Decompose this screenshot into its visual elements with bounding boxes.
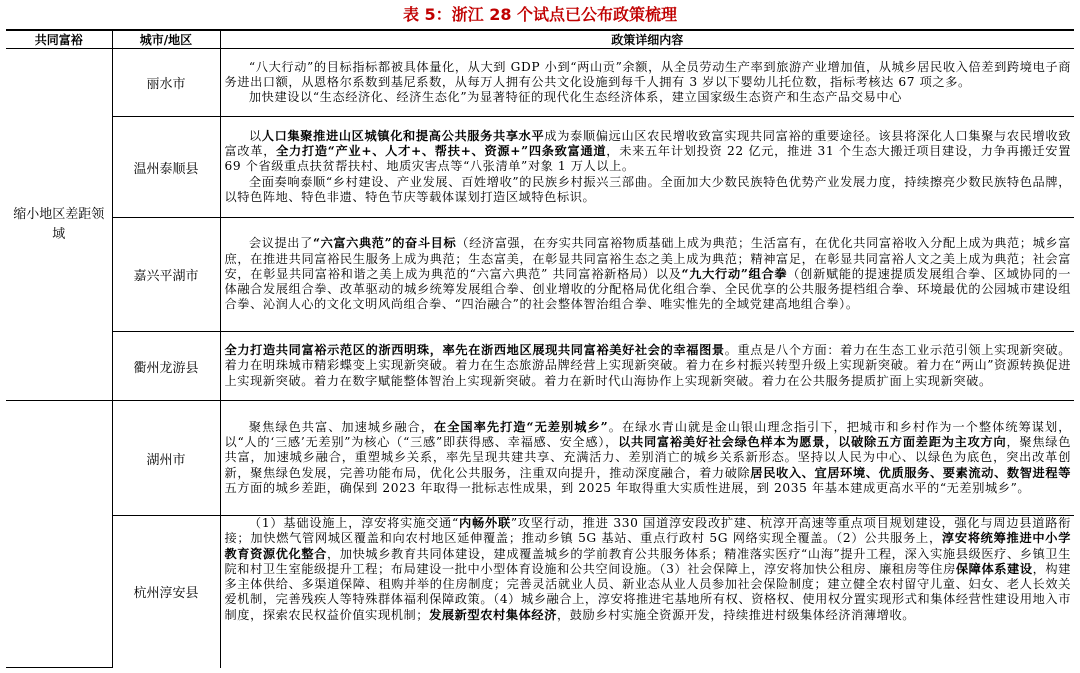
detail-paragraph [225,129,1072,175]
text-run: （1）基础设施上，淳安将实施交通“ [248,516,459,530]
city-cell: 湖州市 [112,401,220,516]
detail-paragraph: 全面奏响泰顺“乡村建设、产业发展、百姓增收”的民族乡村振兴三部曲。全面加大少数民族特色优势产业发展力度，持续擦亮少数民族特色品牌，以特色阵地、特色非遗、特色节庆等载体谋划打造区域特色标识。 [224,174,1071,204]
table-row-pinghu [6,218,1074,332]
text-run: 聚焦绿色共富、加速城乡融合， [248,419,434,434]
bold-text: 人口集聚推进山区城镇化和提高公共服务共享水平 [261,128,545,143]
detail-cell-longyou [220,332,1074,401]
text-run: ，构建多主体供给、多渠道保障、租购并举的住房制度；完善灵活就业人员、新业态从业人员参加社会保险制度；建立健全农村留守儿童、妇女、老人长效关爱机制，完善残疾人等特殊群体福利保障政策。（4）城乡融合上，淳安将推进宅基地所有权、资格权、使用权分置实现形式和集体经营性建设用地入市制度，探索农民权益价值实现机制； [224,561,1071,622]
text-run: 五方面的城乡差距，确保到 2023 年取得一批标志性成果，到 2025 年取得重大实质性进展，到 2035 年基本建成更高水平的“无差别城乡”。 [224,480,1031,495]
table-row-taishun [6,117,1074,218]
text-run: （经济富强，在夯实共同富裕物质基础上成为典范；生活富有，在优化共同富裕收入分配上成为典范；城乡富庶，在推进共同富裕民生服务上成为典范；生态富美，在彰显共同富裕生态之美上成为典范；精神富足，在彰显共同富裕人文之美上成为典范；社会富安，在彰显共同富裕和谐之美上成为典范的“六富六典范” 共同富裕新格局）以及 [224,236,1071,281]
header-city-region: 城市/地区 [112,30,220,49]
bold-text: 居民收入、宜居环境、优质服务、要素流动、数智进程等 [750,465,1071,480]
bold-text: 全力打造共同富裕示范区的浙西明珠，率先在浙西地区展现共同富裕美好社会的幸福图景 [224,343,725,358]
detail-paragraph: 加快建设以“生态经济化、经济生态化”为显著特征的现代化生态经济体系，建立国家级生态资产和生态产品交易中心 [248,90,902,105]
bold-text: “六富六典范”的奋斗目标 [312,236,457,251]
detail-cell-huzhou [220,401,1074,516]
policy-table [6,29,1074,668]
detail-cell-pinghu [220,218,1074,332]
detail-cell-taishun [220,117,1074,218]
bold-text: 保障体系建设 [955,561,1033,576]
text-run: 。重点是八个方面：着力在生态工业示范引领上实现新突破。着力在明珠城市精彩蝶变上实现新突破。着力在生态旅游品牌经营上实现新突破。着力在乡村振兴转型升级上实现新突破。着力在“两山”资源转换促进上实现新突破。着力在数字赋能整体智治上实现新突破。着力在新时代山海协作上实现新突破。着力在公共服务提质扩面上实现新突破。 [224,343,1072,388]
detail-cell-lishui [220,49,1074,117]
text-run: ，鼓励乡村实施全资源开发，持续推进村级集体经济消薄增收。 [556,607,916,622]
text-run: ，加快城乡教育共同体建设，建成覆盖城乡的学前教育公共服务体系；精准落实医疗“山海”提升工程，深入实施县级医疗、乡镇卫生院和村卫生室能级提升工程；布局建设一批中小型体育设施和公共空间设施。（3）社会保障上，淳安将加快公租房、廉租房等住房 [224,546,1071,576]
table-title: 表 5：浙江 28 个试点已公布政策梳理 [402,5,678,24]
detail-paragraph: “八大行动”的目标指标都被具体量化，从大到 GDP 小到“两山贡”余额，从全员劳动生产率到旅游产业增加值，从城乡居民收入倍差到跨境电子商务进出口额，从恩格尔系数到基尼系数，从每万人拥有公共文化设施到每千人拥有 3 岁以下婴幼儿托位数，指标考核达 67 项之多。 [224,59,1071,89]
bold-text: “九大行动”组合拳 [681,266,788,281]
header-policy-detail: 政策详细内容 [220,30,1074,49]
group-label: 缩小地区差距领域 [13,206,105,242]
detail-paragraph [225,236,1072,312]
city-cell: 温州泰顺县 [112,117,220,218]
text-run: （创新赋能的提速提质发展组合拳、区域协同的一体融合发展组合拳、改革驱动的城乡统筹发展组合拳、创业增收的分配格局优化组合拳、全民优享的公共服务提档组合拳、环境最优的公园城市建设组合拳、沁润人心的文化文明风尚组合拳、“四治融合”的社会整体智治组合拳、唯实惟先的全域党建高地组合拳）。 [224,266,1071,312]
city-cell: 嘉兴平湖市 [112,218,220,332]
city-cell: 杭州淳安县 [112,516,220,668]
table-row-huzhou [6,401,1074,516]
bold-text: 内畅外联 [458,516,511,530]
group-cell-continued [6,401,112,668]
bold-text: 以共同富裕美好社会绿色样本为愿景，以破除五方面差距为主攻方向 [618,435,1007,450]
table-header-row [6,30,1074,49]
bold-text: 在全国率先打造“无差别城乡” [433,419,609,434]
city-cell: 丽水市 [112,49,220,117]
detail-paragraph [225,420,1072,496]
detail-paragraph [225,343,1072,389]
text-run: 。在绿水青山就是金山银山理念指引下，把城市和乡村作为一个整体统筹谋划，以“人的‘三感’无差别”为核心（“三感”即获得感、幸福感、安全感）， [224,419,1072,450]
text-run: ，未来五年计划投资 22 亿元，推进 31 个生态大搬迁项目建设，力争再搬迁安置 69 个省级重点扶贫帮扶村、地质灾害点等“八张清单”对象 1 万人以上。 [224,144,1071,174]
table-row-lishui [6,49,1074,117]
text-run: 会议提出了 [248,236,313,251]
detail-paragraph [225,516,1072,623]
text-run: 以 [248,128,262,143]
group-cell-regional-gap [6,49,112,401]
header-common-prosperity: 共同富裕 [6,30,112,49]
bold-text: 淳安将统筹推进中小学教育资源优化整合 [224,531,1072,561]
text-run: ”攻坚行动，推进 330 国道淳安段改扩建、杭淳开高速等重点项目规划建设，强化与周边县道路衔接；加快燃气管网城区覆盖和向农村地区延伸覆盖；推动乡镇 5G 基站、重点行政村 5G 网络实现全覆盖。（2）公共服务上， [224,516,1072,546]
text-run: ，聚焦绿色共富，加速城乡融合，重塑城乡关系，率先呈现共建共享、充满活力、差别消亡的城乡关系新形态。坚持以人民为中心、以绿色为底色，突出改革创新，聚焦绿色发展，完善功能布局，优化公共服务，注重双向提升，推动深度融合，着力破除 [224,435,1072,480]
table-row-longyou [6,332,1074,401]
city-cell: 衢州龙游县 [112,332,220,401]
bold-text: 全力打造“产业+、人才+、帮扶+、资源+”四条致富通道 [276,144,607,159]
table-row-chunan [6,516,1074,668]
text-run: 成为泰顺偏远山区农民增收致富实现共同富裕的重要途径。该县将深化人口集聚与农民增收致富改革， [224,128,1072,159]
detail-cell-chunan [220,516,1074,668]
bold-text: 发展新型农村集体经济 [429,607,557,622]
